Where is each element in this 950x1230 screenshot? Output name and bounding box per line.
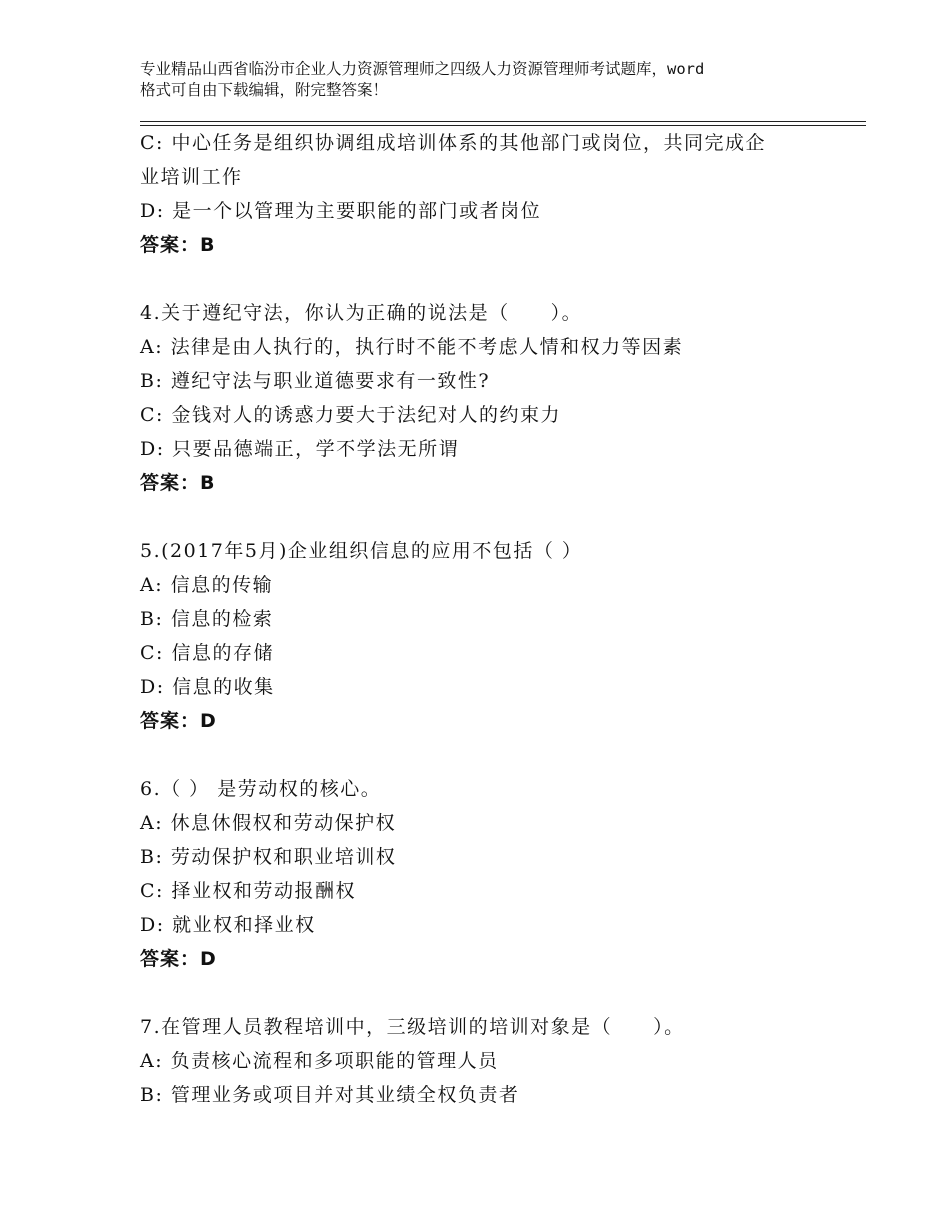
answer: 答案：B [140,472,216,494]
question-3-tail [140,126,820,262]
question-stem: 6.（ ） 是劳动权的核心。 [140,778,382,800]
option-d: D: 就业权和择业权 [140,914,316,936]
question-7 [140,1010,820,1112]
header-rule-top [140,121,866,122]
option-b: B: 管理业务或项目并对其业绩全权负责者 [140,1084,520,1106]
option-d: D: 信息的收集 [140,676,275,698]
spacer [140,738,820,772]
option-c-continued: 业培训工作 [140,166,243,188]
question-4 [140,296,820,500]
option-a: A: 负责核心流程和多项职能的管理人员 [140,1050,499,1072]
spacer [140,976,820,1010]
header-line-2: 格式可自由下载编辑，附完整答案！ [140,81,389,99]
answer: 答案：D [140,948,217,970]
option-d: D: 只要品德端正，学不学法无所谓 [140,438,460,460]
question-stem: 7.在管理人员教程培训中，三级培训的培训对象是（ ）。 [140,1016,685,1038]
option-a: A: 休息休假权和劳动保护权 [140,812,397,834]
option-d: D: 是一个以管理为主要职能的部门或者岗位 [140,200,542,222]
option-c: C: 择业权和劳动报酬权 [140,880,356,902]
option-b: B: 遵纪守法与职业道德要求有一致性? [140,370,491,392]
option-a: A: 信息的传输 [140,574,274,596]
option-b: B: 信息的检索 [140,608,274,630]
header-line-1: 专业精品山西省临汾市企业人力资源管理师之四级人力资源管理师考试题库，word [140,60,705,78]
option-c: C: 信息的存储 [140,642,274,664]
option-b: B: 劳动保护权和职业培训权 [140,846,397,868]
spacer [140,262,820,296]
option-c: C: 中心任务是组织协调组成培训体系的其他部门或岗位，共同完成企 [140,132,766,154]
option-a: A: 法律是由人执行的，执行时不能不考虑人情和权力等因素 [140,336,684,358]
option-c: C: 金钱对人的诱惑力要大于法纪对人的约束力 [140,404,561,426]
answer: 答案：D [140,710,217,732]
question-stem: 4.关于遵纪守法，你认为正确的说法是（ ）。 [140,302,583,324]
question-5 [140,534,820,738]
document-header [140,59,840,101]
spacer [140,500,820,534]
answer: 答案：B [140,234,216,256]
question-6 [140,772,820,976]
question-stem: 5.(2017年5月)企业组织信息的应用不包括（ ） [140,540,583,562]
question-list [140,126,820,1112]
